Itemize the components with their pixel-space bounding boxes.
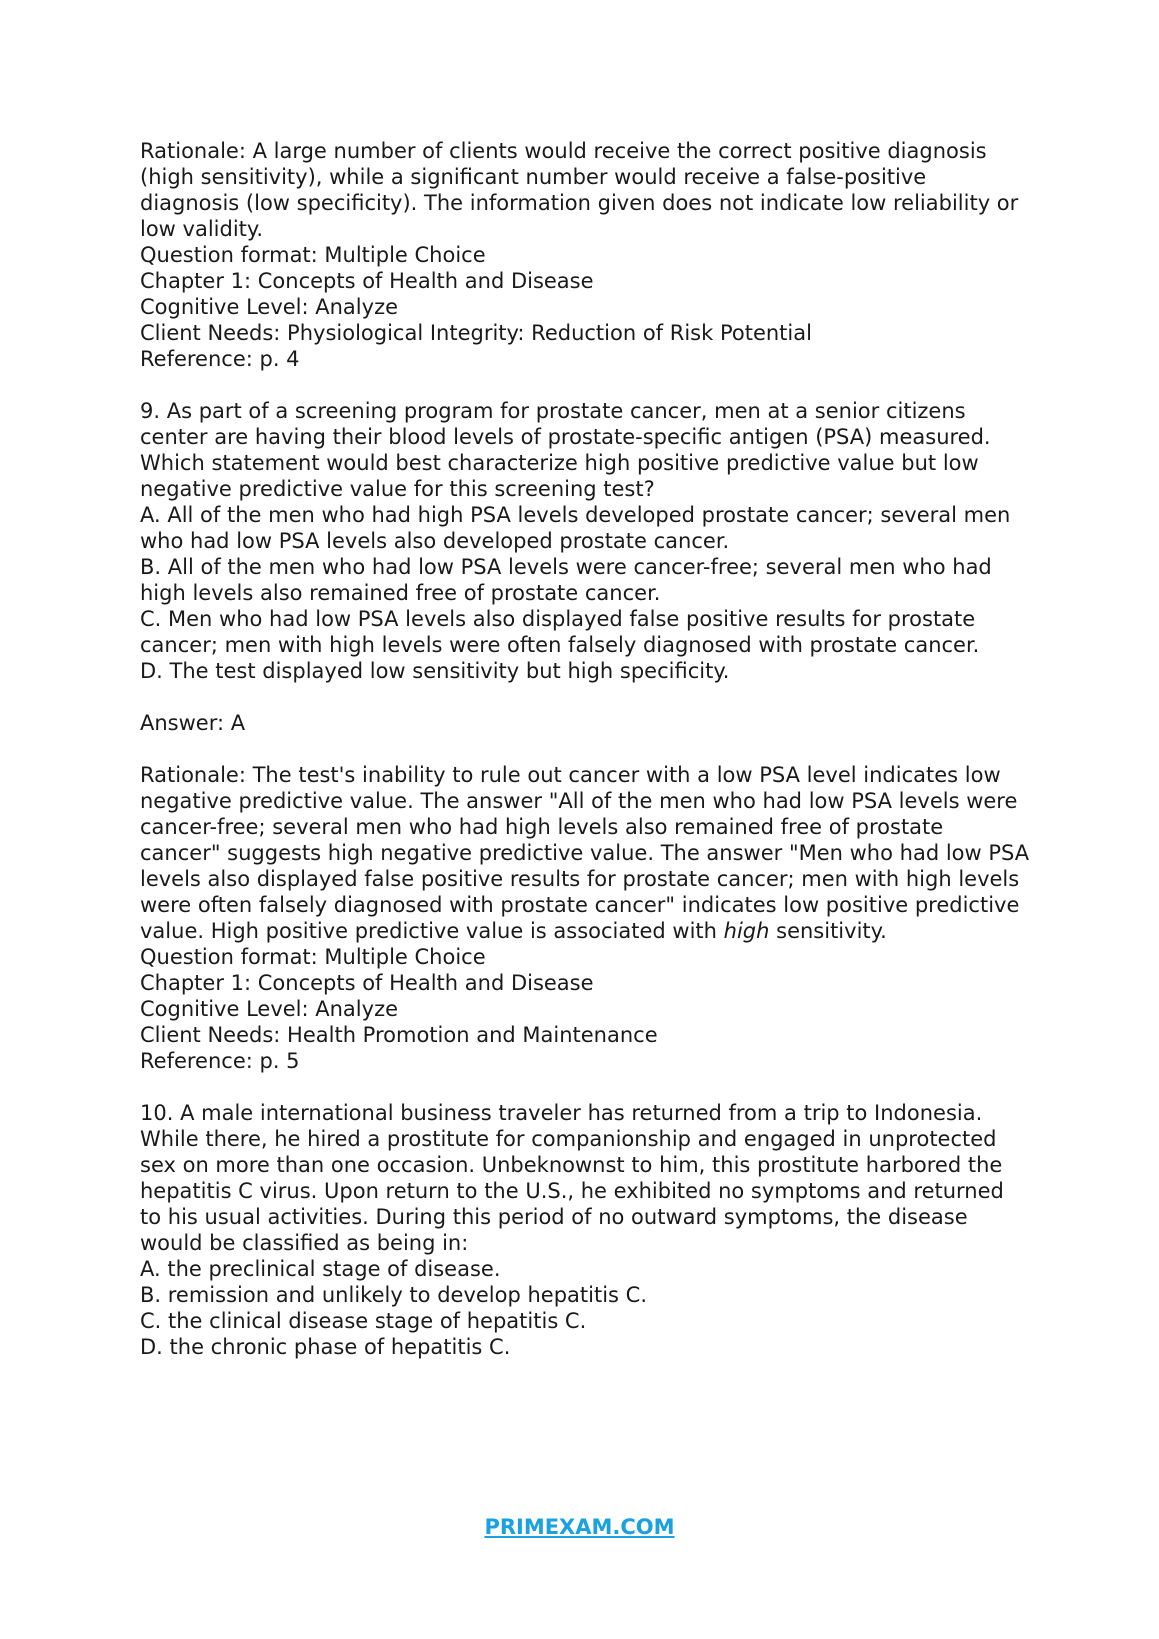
footer (0, 1515, 1159, 1539)
question-stem-line: sex on more than one occasion. Unbeknownst to him, this prostitute harbored the (140, 1153, 1003, 1177)
rationale-line: were often falsely diagnosed with prostate cancer" indicates low positive predictive (140, 893, 1020, 917)
q9-rationale (140, 762, 1070, 944)
option-a-cont: who had low PSA levels also developed prostate cancer. (140, 529, 730, 553)
client-needs: Client Needs: Health Promotion and Maintenance (140, 1023, 658, 1047)
rationale-line: diagnosis (low specificity). The information given does not indicate low reliability or (140, 191, 1019, 215)
chapter: Chapter 1: Concepts of Health and Disease (140, 971, 594, 995)
cognitive-level: Cognitive Level: Analyze (140, 295, 399, 319)
rationale-line-last (140, 918, 1070, 944)
answer: Answer: A (140, 711, 246, 735)
rationale-line: Rationale: The test's inability to rule out cancer with a low PSA level indicates low (140, 763, 1001, 787)
rationale-line: Rationale: A large number of clients would receive the correct positive diagnosis (140, 139, 987, 163)
question-stem-line: center are having their blood levels of prostate-specific antigen (PSA) measured. (140, 425, 991, 449)
reference: Reference: p. 4 (140, 347, 300, 371)
footer-link[interactable]: PRIMEXAM.COM (484, 1515, 675, 1539)
question-format: Question format: Multiple Choice (140, 243, 486, 267)
spacer (140, 1074, 1070, 1100)
q8-rationale (140, 138, 1070, 242)
q9-stem (140, 398, 1070, 502)
rationale-line: levels also displayed false positive results for prostate cancer; men with high levels (140, 867, 1020, 891)
rationale-line: (high sensitivity), while a significant number would receive a false-positive (140, 165, 927, 189)
option-d: D. The test displayed low sensitivity but high specificity. (140, 659, 730, 683)
rationale-line: negative predictive value. The answer "All of the men who had low PSA levels were (140, 789, 1018, 813)
rationale-text: sensitivity. (769, 919, 887, 943)
spacer (140, 684, 1070, 710)
client-needs: Client Needs: Physiological Integrity: Reduction of Risk Potential (140, 321, 812, 345)
question-stem-line: negative predictive value for this screening test? (140, 477, 655, 501)
option-a: A. All of the men who had high PSA levels developed prostate cancer; several men (140, 503, 1011, 527)
rationale-line: cancer-free; several men who had high levels also remained free of prostate (140, 815, 944, 839)
question-stem-line: hepatitis C virus. Upon return to the U.S., he exhibited no symptoms and returned (140, 1179, 1004, 1203)
rationale-emphasis: high (723, 919, 770, 943)
q10-stem (140, 1100, 1070, 1256)
rationale-line: low validity. (140, 217, 264, 241)
question-stem-line: 10. A male international business traveler has returned from a trip to Indonesia. (140, 1101, 983, 1125)
spacer (140, 372, 1070, 398)
option-c-cont: cancer; men with high levels were often falsely diagnosed with prostate cancer. (140, 633, 980, 657)
q10-options (140, 1256, 1070, 1360)
page-content (140, 138, 1070, 1360)
q9-options (140, 502, 1070, 684)
option-b-cont: high levels also remained free of prostate cancer. (140, 581, 661, 605)
reference: Reference: p. 5 (140, 1049, 300, 1073)
spacer (140, 736, 1070, 762)
cognitive-level: Cognitive Level: Analyze (140, 997, 399, 1021)
option-c: C. Men who had low PSA levels also displayed false positive results for prostate (140, 607, 976, 631)
rationale-text: value. High positive predictive value is associated with (140, 919, 724, 943)
question-stem-line: While there, he hired a prostitute for companionship and engaged in unprotected (140, 1127, 997, 1151)
question-format: Question format: Multiple Choice (140, 945, 486, 969)
option-d: D. the chronic phase of hepatitis C. (140, 1335, 511, 1359)
option-b: B. remission and unlikely to develop hepatitis C. (140, 1283, 647, 1307)
option-c: C. the clinical disease stage of hepatitis C. (140, 1309, 587, 1333)
question-stem-line: Which statement would best characterize high positive predictive value but low (140, 451, 979, 475)
option-b: B. All of the men who had low PSA levels were cancer-free; several men who had (140, 555, 992, 579)
chapter: Chapter 1: Concepts of Health and Disease (140, 269, 594, 293)
question-stem-line: would be classified as being in: (140, 1231, 469, 1255)
rationale-line: cancer" suggests high negative predictive value. The answer "Men who had low PSA (140, 841, 1030, 865)
question-stem-line: to his usual activities. During this period of no outward symptoms, the disease (140, 1205, 968, 1229)
option-a: A. the preclinical stage of disease. (140, 1257, 501, 1281)
question-stem-line: 9. As part of a screening program for prostate cancer, men at a senior citizens (140, 399, 966, 423)
